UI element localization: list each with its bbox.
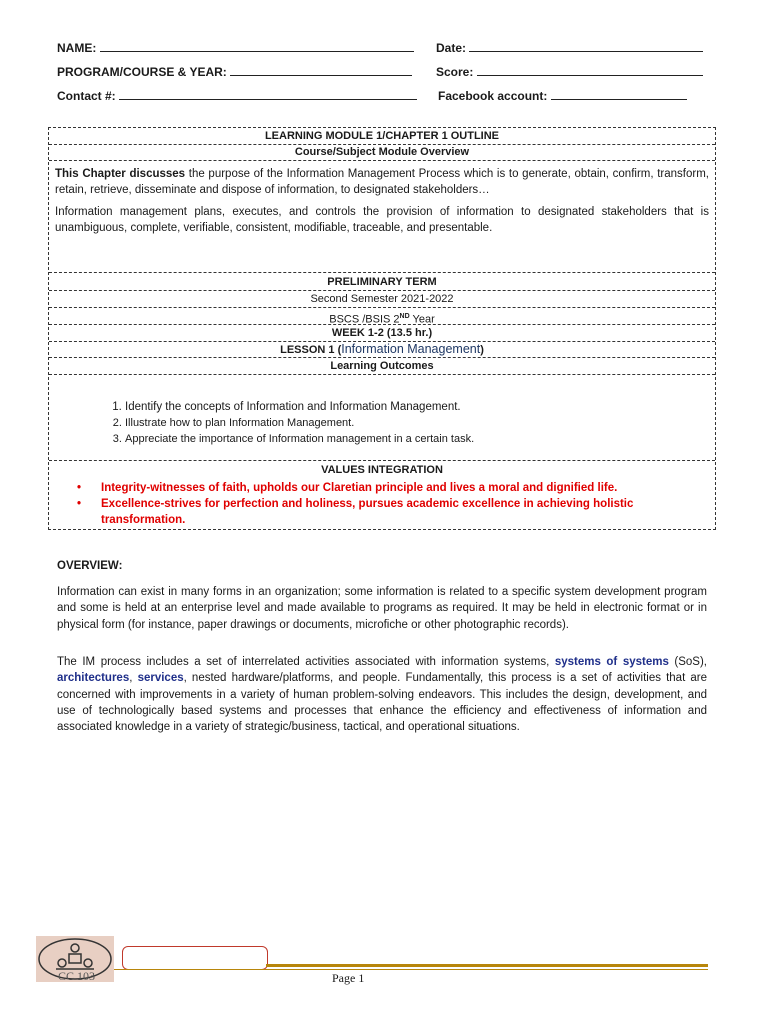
week-row: WEEK 1-2 (13.5 hr.) [49, 325, 715, 342]
outcome-item: 3. Appreciate the importance of Information management in a certain task. [125, 431, 715, 447]
facebook-field-row [438, 88, 687, 103]
contact-field-row [57, 88, 417, 103]
link-systems-of-systems[interactable]: systems of systems [554, 656, 669, 668]
values-section [49, 461, 715, 529]
para1-rest: the purpose of the Information Management Process which is to generate, obtain, confirm, transform, retain, retrieve, disseminate and dispose of information, to designated stakeholders… [55, 168, 709, 196]
name-blank[interactable] [100, 40, 414, 52]
outcomes-list [49, 399, 715, 447]
name-field-row [57, 40, 414, 55]
program-year-text: BSCS /BSIS 2 [329, 313, 400, 326]
footer-bar-thin [114, 969, 708, 970]
date-field-row [436, 40, 703, 55]
value-item: • Integrity-witnesses of faith, upholds our Claretian principle and lives a moral and dignified life. [77, 482, 618, 494]
values-title: VALUES INTEGRATION [321, 464, 443, 476]
bullet-icon: • [77, 482, 82, 494]
overview-paragraph-1 [49, 166, 715, 198]
value-item: • Excellence-strives for perfection and holiness, pursues academic excellence in achieving holistic transformation. [77, 498, 634, 526]
program-label: PROGRAM/COURSE & YEAR: [57, 65, 227, 79]
contact-blank[interactable] [119, 88, 417, 100]
score-label: Score: [436, 65, 474, 79]
name-label: NAME: [57, 41, 97, 55]
term-row: PRELIMINARY TERM [49, 273, 715, 291]
program-blank[interactable] [230, 64, 412, 76]
program-year-row [49, 308, 715, 325]
page-number: Page 1 [332, 971, 365, 985]
program-field-row [57, 64, 412, 79]
program-year-sup: ND [399, 313, 410, 320]
footer-box [122, 946, 268, 970]
link-services[interactable]: services [137, 672, 184, 685]
overview-title: Course/Subject Module Overview [49, 145, 715, 161]
overview-body-paragraph-2: The IM process includes a set of interrelated activities associated with information systems, systems of systems (SoS), architectures, services, nested hardware/platforms, and people. Fundamentally, this process is a set of activities that are concerned with improvements in a variety of human problem-solving endeavors. This includes the design, development, and use of technologically based systems and processes that enhance the efficiency and effectiveness of information and associated knowledge in a variety of strategic/business, tactical, and operational situations. [57, 656, 708, 734]
module-title: LEARNING MODULE 1/CHAPTER 1 OUTLINE [49, 128, 715, 145]
overview-body-paragraph-1: Information can exist in many forms in an organization; some information is related to a specific system development program and some is held at an enterprise level and made available to programs as required. It may be held in electronic format or in physical form (for instance, paper drawings or documents, microfiche or other photographic records). [57, 586, 707, 631]
score-blank[interactable] [477, 64, 703, 76]
overview-content [49, 161, 715, 273]
date-blank[interactable] [469, 40, 703, 52]
lesson-prefix: LESSON 1 ( [280, 344, 342, 356]
values-list [49, 480, 715, 528]
para1-lead: This Chapter discusses [55, 168, 186, 180]
facebook-label: Facebook account: [438, 89, 548, 103]
overview-paragraph-2: Information management plans, executes, and controls the provision of information to designated stakeholders that is unambiguous, complete, verifiable, consistent, modifiable, traceable, and presentable. [55, 206, 709, 234]
contact-label: Contact #: [57, 89, 116, 103]
module-outline-box [48, 127, 716, 530]
lesson-row [49, 342, 715, 358]
lesson-suffix: ) [480, 344, 484, 356]
score-field-row [436, 64, 703, 79]
outcomes-list-row [49, 375, 715, 461]
bullet-icon: • [77, 498, 82, 510]
program-year-post: Year [409, 313, 435, 326]
outcome-item: 2. Illustrate how to plan Information Management. [125, 415, 715, 431]
link-architectures[interactable]: architectures [57, 672, 130, 685]
footer-bar [266, 964, 708, 967]
facebook-blank[interactable] [551, 88, 687, 100]
outcome-item: 1. Identify the concepts of Information and Information Management. [125, 399, 715, 415]
overview-heading: OVERVIEW: [57, 560, 123, 572]
course-code: CC 103 [58, 971, 96, 981]
outcomes-title: Learning Outcomes [49, 358, 715, 375]
lesson-topic: Information Management [341, 342, 481, 356]
date-label: Date: [436, 41, 467, 55]
semester-row: Second Semester 2021-2022 [49, 291, 715, 308]
